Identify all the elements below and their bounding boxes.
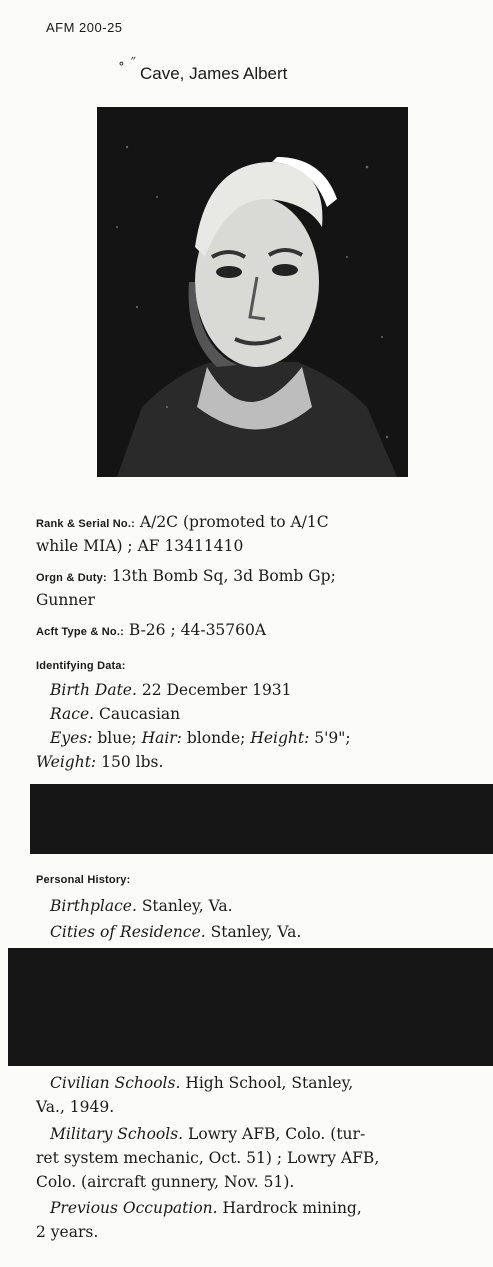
- birthplace-label: Birthplace.: [50, 897, 137, 915]
- eyes-label: Eyes:: [50, 729, 93, 747]
- weight-label: Weight:: [36, 753, 97, 771]
- person-name: Cave, James Albert: [140, 64, 288, 83]
- portrait-photo: [97, 107, 408, 477]
- birth-date-value: 22 December 1931: [141, 681, 292, 699]
- aircraft-value: B-26 ; 44-35760A: [128, 621, 267, 639]
- military-schools-value-1: Lowry AFB, Colo. (tur-: [188, 1125, 366, 1143]
- orgn-duty-value-2: Gunner: [36, 591, 95, 609]
- previous-occupation-value-1: Hardrock mining,: [222, 1199, 362, 1217]
- civilian-schools-label: Civilian Schools.: [50, 1074, 181, 1092]
- aircraft-label: Acft Type & No.:: [36, 626, 124, 638]
- rank-serial-value-2: while MIA) ; AF 13411410: [36, 537, 244, 555]
- identifying-label: Identifying Data:: [36, 660, 126, 672]
- cities-value: Stanley, Va.: [210, 923, 302, 941]
- hair-value: blonde;: [186, 729, 246, 747]
- orgn-duty-line1: [36, 566, 336, 588]
- civilian-schools-line1: [50, 1073, 353, 1093]
- form-number: AFM 200-25: [46, 20, 123, 35]
- height-value: 5'9";: [314, 729, 351, 747]
- weight-line: [36, 752, 163, 772]
- birth-date-line: [50, 680, 292, 700]
- civilian-schools-value-1: High School, Stanley,: [185, 1074, 354, 1092]
- civilian-schools-value-2: Va., 1949.: [36, 1098, 115, 1116]
- birthplace-line: [50, 896, 233, 916]
- cities-line: [50, 922, 301, 942]
- military-schools-value-2: ret system mechanic, Oct. 51) ; Lowry AFB,: [36, 1149, 380, 1167]
- birth-date-label: Birth Date.: [50, 681, 137, 699]
- rank-serial-label: Rank & Serial No.:: [36, 518, 135, 530]
- redaction-block-2: [8, 948, 493, 1066]
- orgn-duty-value-1: 13th Bomb Sq, 3d Bomb Gp;: [111, 567, 336, 585]
- previous-occupation-label: Previous Occupation.: [50, 1199, 218, 1217]
- redaction-block-1: [30, 784, 493, 854]
- height-label: Height:: [250, 729, 310, 747]
- race-value: Caucasian: [99, 705, 181, 723]
- stray-marks: ∘ ˝: [118, 56, 137, 72]
- previous-occupation-value-2: 2 years.: [36, 1223, 99, 1241]
- hair-label: Hair:: [141, 729, 182, 747]
- weight-value: 150 lbs.: [101, 753, 164, 771]
- rank-serial-value-1: A/2C (promoted to A/1C: [139, 513, 329, 531]
- eyes-hair-height-line: [50, 728, 351, 748]
- orgn-duty-label: Orgn & Duty:: [36, 572, 107, 584]
- race-line: [50, 704, 180, 724]
- previous-occupation-line1: [50, 1198, 362, 1218]
- cities-label: Cities of Residence.: [50, 923, 206, 941]
- personal-label-line: [36, 868, 130, 890]
- rank-serial-line1: [36, 512, 329, 534]
- race-label: Race.: [50, 705, 95, 723]
- identifying-label-line: [36, 654, 126, 676]
- portrait-image: [97, 107, 408, 477]
- eyes-value: blue;: [97, 729, 137, 747]
- military-schools-value-3: Colo. (aircraft gunnery, Nov. 51).: [36, 1173, 295, 1191]
- military-schools-label: Military Schools.: [50, 1125, 184, 1143]
- birthplace-value: Stanley, Va.: [141, 897, 233, 915]
- personal-history-label: Personal History:: [36, 874, 131, 886]
- military-schools-line1: [50, 1124, 365, 1144]
- aircraft-line: [36, 620, 266, 642]
